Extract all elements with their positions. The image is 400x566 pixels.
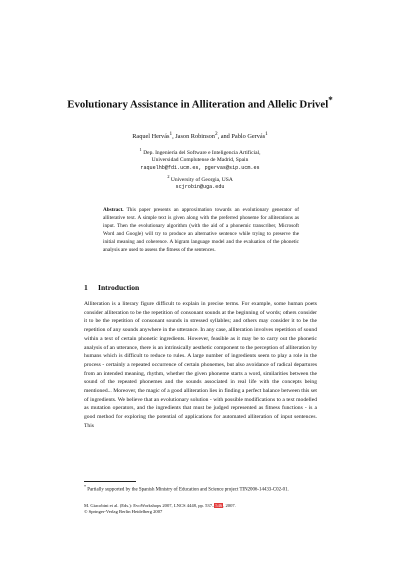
citation-block xyxy=(84,503,317,515)
title-footnote-mark: * xyxy=(328,95,333,105)
author-name: Raquel Hervás xyxy=(132,133,170,141)
section-number: 1 xyxy=(84,283,88,292)
section-title: Introduction xyxy=(98,283,140,292)
author-list xyxy=(0,130,400,141)
abstract-text: This paper presents an approximation towards an evolutionary generator of alliterative text. A simple text is given along with the preferred phoneme for alliterations as input. Then the evolutionary algorithm (with the aid of a phonemic transcriber, Microsoft Word and Google) will try to produce an alternative sentence while trying to preserve the initial meaning and coherence. A bigram language model and the evaluation of the phonetic analysis are used to assess the fitness of the sentences. xyxy=(103,207,300,253)
affil-university: Universidad Complutense de Madrid, Spain xyxy=(151,157,249,164)
affil-university: University of Georgia, USA xyxy=(170,176,233,183)
footnote-rule xyxy=(84,481,136,482)
citation-text: M. Giacobini et al. (Eds.): EvoWorkshops 2007, LNCS 4448, pp. 537– xyxy=(84,503,215,508)
section-heading xyxy=(84,283,139,292)
citation-year: , 2007. xyxy=(223,503,236,508)
author-separator: , xyxy=(172,133,176,141)
paper-title xyxy=(0,93,400,112)
copyright-line: © Springer-Verlag Berlin Heidelberg 2007 xyxy=(84,509,163,515)
author-affil-mark: 1 xyxy=(169,131,173,137)
affiliation-line xyxy=(0,146,400,157)
author-separator: , and xyxy=(217,133,232,141)
author-affil-mark: 2 xyxy=(214,131,218,137)
page-number-link[interactable]: 546 xyxy=(215,503,223,508)
author-affil-mark: 1 xyxy=(265,131,268,137)
body-paragraph: Alliteration is a literary figure difficult to explain in precise terms. For example, some human poets consider alliteration to be the repetition of consonant sounds at the beginning of words; others consider it to be the repetition of consonant sounds in stressed syllables; and others may consider it to be the repetition of any sounds anywhere in the utterance. In any case, alliteration involves repetition of sound within a text of certain phonetic ingredients. However, feasible as it may be to carry out the phonetic analysis of an utterance, there is an intrinsically aesthetic component to the perception of alliteration by humans which is difficult to reduce to rules. A large number of ingredients seem to play a role in the process - certainly a repeated occurrence of certain phonemes, but also avoidance of radical departures from an intended meaning, rhythm, whether the given phoneme starts a word, similarities between the sound of the repeated phonemes and the sounds associated in real life with the concepts being mentioned... Moreover, the magic of a good alliteration lies in finding a perfect balance between this set of ingredients. We believe that an evolutionary solution - with possible modifications to a text modelled as mutation operators, and the ingredients that must be judged represented as fitness functions - is a good method for exploring the potential of applications for automated alliteration of input sentences. This xyxy=(84,301,317,429)
title-text: Evolutionary Assistance in Alliteration and Allelic Drivel xyxy=(67,98,329,111)
author-name: Pablo Gervás xyxy=(231,133,266,141)
affil-mark: 2 xyxy=(167,173,170,179)
affil-dept: Dep. Ingeniería del Software e Inteligencia Artificial, xyxy=(143,149,261,156)
footnote xyxy=(84,484,317,494)
footnote-text: Partially supported by the Spanish Ministry of Education and Science project TIN2006-14433-C02-01. xyxy=(87,487,289,493)
abstract-label: Abstract. xyxy=(103,207,124,213)
affiliation-line xyxy=(0,173,400,184)
affil-email: scjrobin@uga.edu xyxy=(175,184,225,191)
footnote-mark: * xyxy=(84,484,87,489)
affil-mark: 1 xyxy=(139,147,142,152)
affil-emails: raquelhb@fdi.ucm.es, pgervas@sip.ucm.es xyxy=(140,165,260,172)
affiliations xyxy=(0,146,400,192)
author-name: Jason Robinson xyxy=(175,133,215,141)
abstract xyxy=(103,207,299,255)
